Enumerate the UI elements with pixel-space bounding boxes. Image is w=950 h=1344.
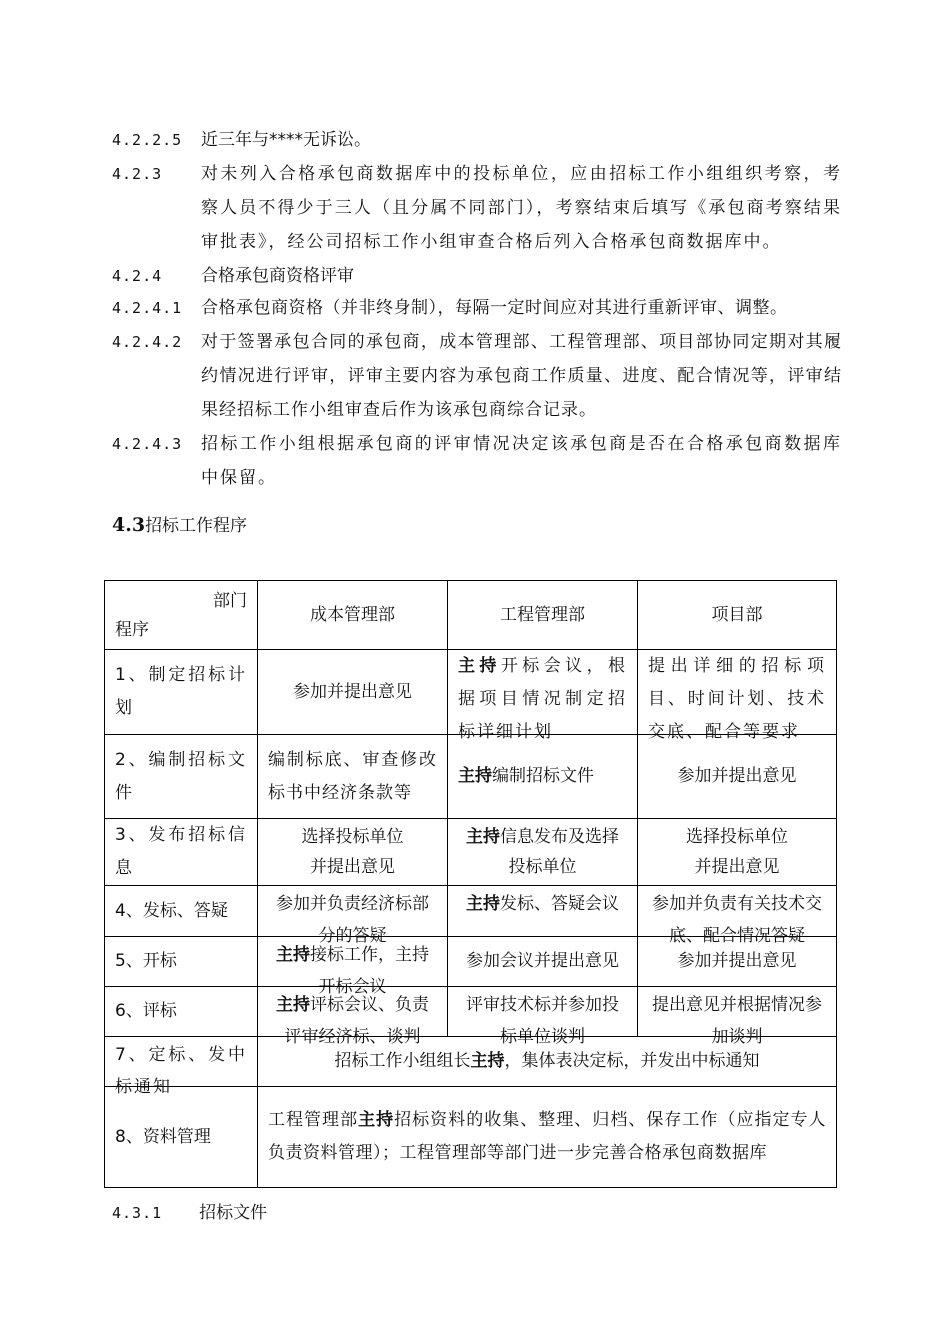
- clause-number: 4.2.4.1: [112, 299, 183, 317]
- project-cell: 参加并负责有关技术交底、配合情况答疑: [638, 886, 837, 937]
- project-cell: 参加并提出意见: [638, 937, 837, 987]
- section-number: 4.3: [112, 514, 146, 536]
- project-cell: 提出意见并根据情况参加谈判: [638, 987, 837, 1037]
- clause-text: 近三年与****无诉讼。: [201, 130, 371, 150]
- merged-cell: 工程管理部主持招标资料的收集、整理、归档、保存工作（应指定专人负责资料管理）；工程管理部等部门进一步完善合格承包商数据库: [258, 1087, 837, 1188]
- paragraph-4-2-4-3: [112, 427, 842, 495]
- clause-text: 对未列入合格承包商数据库中的投标单位，应由招标工作小组组织考察，考察人员不得少于三人（且分属不同部门），考察结束后填写《承包商考察结果审批表》，经公司招标工作小组审查合格后列入合格承包商数据库中。: [201, 164, 842, 252]
- project-cell: 参加并提出意见: [638, 735, 837, 819]
- step-cell: 7、定标、发中标通知: [105, 1037, 258, 1087]
- eng-cell: 主持编制招标文件: [448, 735, 638, 819]
- corner-top-label: 部门: [213, 591, 247, 611]
- table-row: [105, 650, 837, 735]
- clause-number: 4.2.3: [112, 165, 163, 183]
- clause-text: 招标工作小组根据承包商的评审情况决定该承包商是否在合格承包商数据库中保留。: [201, 434, 842, 488]
- table-row: [105, 987, 837, 1037]
- paragraph-4-2-4: [112, 259, 842, 293]
- header-cost-dept: 成本管理部: [258, 581, 448, 650]
- paragraph-4-2-4-2: [112, 325, 842, 427]
- section-heading: [112, 508, 247, 543]
- cost-cell: 参加并负责经济标部分的答疑: [258, 886, 448, 937]
- step-cell: 2、编制招标文件: [105, 735, 258, 819]
- clause-number: 4.2.4: [112, 267, 163, 285]
- clause-number: 4.2.4.3: [112, 435, 183, 453]
- clause-text: 合格承包商资格评审: [201, 266, 354, 286]
- eng-cell: 评审技术标并参加投标单位谈判: [448, 987, 638, 1037]
- header-eng-dept: 工程管理部: [448, 581, 638, 650]
- clause-text: 对于签署承包合同的承包商，成本管理部、工程管理部、项目部协同定期对其履约情况进行评审，评审主要内容为承包商工作质量、进度、配合情况等，评审结果经招标工作小组审查后作为该承包商综合记录。: [201, 332, 842, 420]
- eng-cell: 主持发标、答疑会议: [448, 886, 638, 937]
- corner-bottom-label: 程序: [115, 620, 149, 640]
- project-cell: 选择投标单位 并提出意见: [638, 819, 837, 886]
- cost-cell: 参加并提出意见: [258, 650, 448, 735]
- table-row: [105, 819, 837, 886]
- step-cell: 1、制定招标计划: [105, 650, 258, 735]
- clause-4-3-1: [112, 1196, 267, 1230]
- eng-cell: 参加会议并提出意见: [448, 937, 638, 987]
- eng-cell: 主持开标会议，根据项目情况制定招标详细计划: [448, 650, 638, 735]
- corner-cell: [105, 581, 258, 650]
- step-cell: 4、发标、答疑: [105, 886, 258, 937]
- paragraph-4-2-3: [112, 157, 842, 259]
- project-cell: 提出详细的招标项目、时间计划、技术交底、配合等要求: [638, 650, 837, 735]
- step-cell: 6、评标: [105, 987, 258, 1037]
- header-project-dept: 项目部: [638, 581, 837, 650]
- cost-cell: 主持评标会议、负责评审经济标、谈判: [258, 987, 448, 1037]
- clause-text: 招标文件: [199, 1203, 268, 1223]
- merged-cell: 招标工作小组组长主持，集体表决定标，并发出中标通知: [258, 1037, 837, 1087]
- cost-cell: 主持接标工作，主持开标会议: [258, 937, 448, 987]
- section-title: 招标工作程序: [145, 516, 248, 536]
- paragraph-4-2-2-5: [112, 123, 842, 157]
- paragraph-4-2-4-1: [112, 291, 842, 325]
- step-cell: 8、资料管理: [105, 1087, 258, 1188]
- clause-number: 4.2.4.2: [112, 333, 183, 351]
- table-header-row: [105, 581, 837, 650]
- procedure-table: [104, 580, 837, 1188]
- clause-number: 4.2.2.5: [112, 131, 183, 149]
- clause-text: 合格承包商资格（并非终身制），每隔一定时间应对其进行重新评审、调整。: [201, 298, 788, 318]
- table-row: [105, 886, 837, 937]
- cost-cell: 选择投标单位 并提出意见: [258, 819, 448, 886]
- step-cell: 5、开标: [105, 937, 258, 987]
- eng-cell: 主持信息发布及选择投标单位: [448, 819, 638, 886]
- cost-cell: 编制标底、审查修改标书中经济条款等: [258, 735, 448, 819]
- clause-number: 4.3.1: [112, 1204, 163, 1222]
- step-cell: 3、发布招标信息: [105, 819, 258, 886]
- table-row: [105, 1087, 837, 1188]
